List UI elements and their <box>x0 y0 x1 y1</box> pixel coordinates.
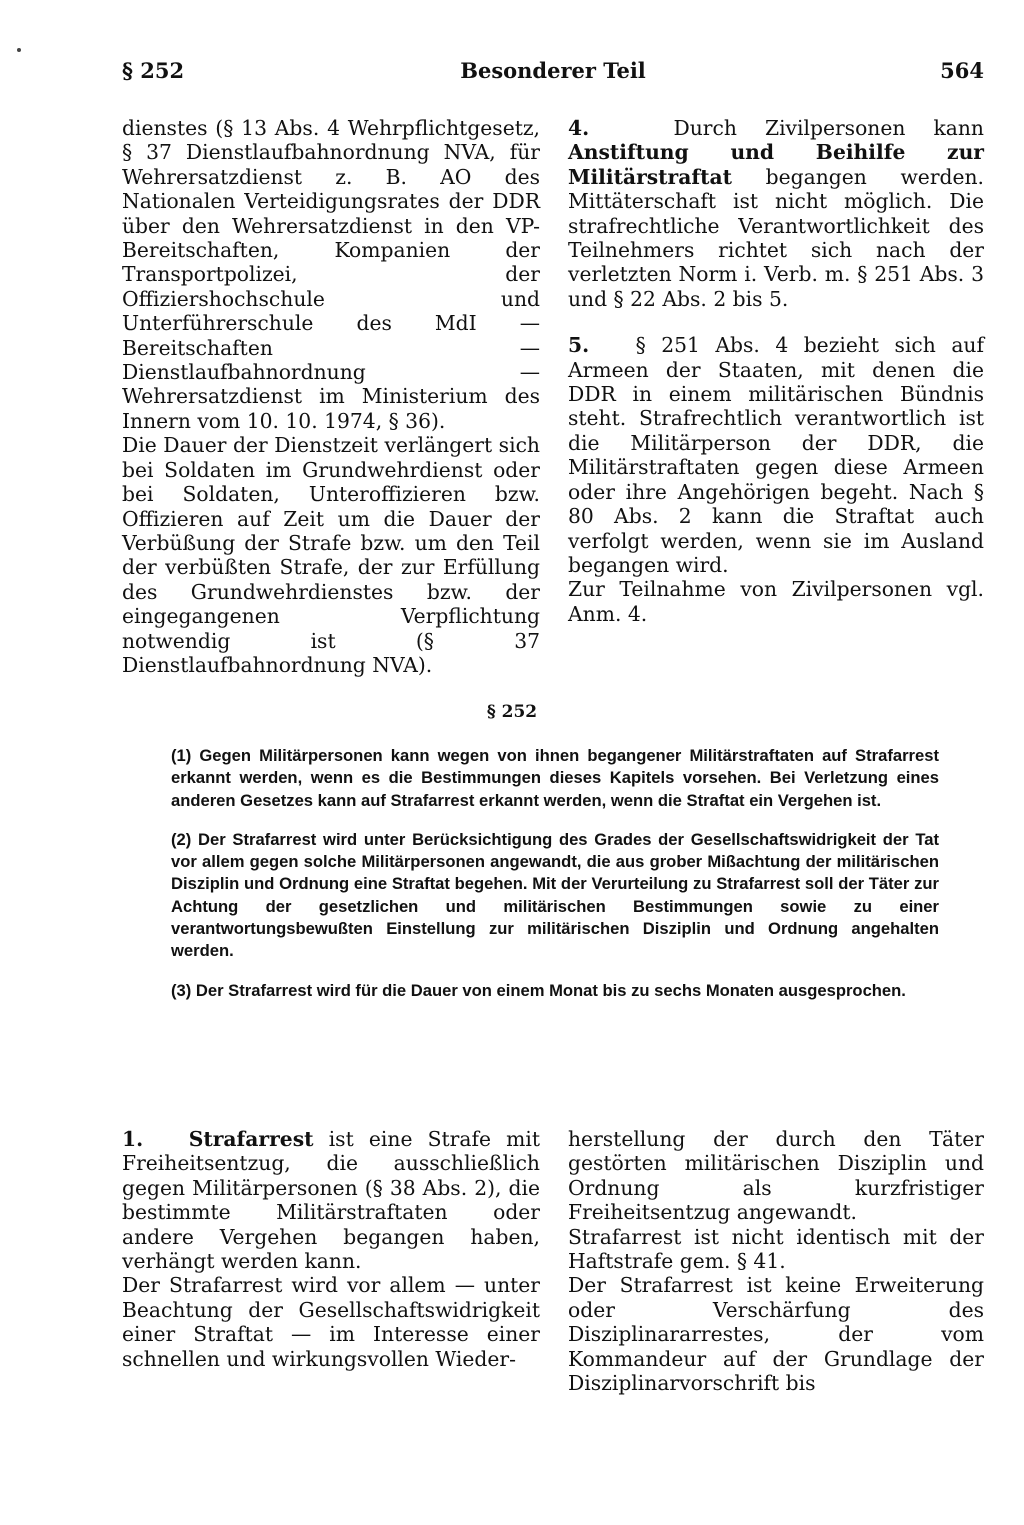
column-bottom-right <box>568 1127 984 1395</box>
header-title: Besonderer Teil <box>460 58 646 83</box>
scan-speck <box>17 48 21 52</box>
statute-text <box>171 745 939 1019</box>
annotation-keyword: Anstiftung und Beihilfe zur Militärstraftat <box>568 140 984 189</box>
paragraph: Zur Teilnahme von Zivilpersonen vgl. Anm. 4. <box>568 577 984 626</box>
paragraph: Die Dauer der Dienstzeit verlängert sich bei Soldaten im Grundwehrdienst oder bei Soldaten, Unteroffizieren bzw. Offizieren auf Zeit um die Dauer der Verbüßung der Strafe bzw. um den Teil der verbüßten Strafe, der zur Erfüllung des Grundwehrdienstes bzw. der eingegangenen Verpflichtung notwendig ist (§ 37 Dienstlaufbahnordnung NVA). <box>122 433 540 677</box>
annotation-number: 5. <box>568 333 590 358</box>
annotation-keyword: Strafarrest <box>188 1127 314 1151</box>
page-header <box>122 58 984 92</box>
paragraph: Strafarrest ist nicht identisch mit der Haftstrafe gem. § 41. <box>568 1224 984 1274</box>
annotation-text: Durch Zivilpersonen kann <box>673 116 984 140</box>
statute-paragraph: (1) Gegen Militärpersonen kann wegen von ihnen begangener Militärstraftaten auf Strafarrest erkannt werden, wenn es die Bestimmungen dieses Kapitels vorsehen. Bei Verletzung eines anderen Gesetzes kann auf Strafarrest erkannt werden, wenn die Straftat ein Vergehen ist. <box>171 746 939 810</box>
annotation-5 <box>568 333 984 577</box>
statute-paragraph: (2) Der Strafarrest wird unter Berücksichtigung des Grades der Gesellschaftswidrigkeit der Tat vor allem gegen solche Militärpersonen angewandt, die aus grober Mißachtung der militärischen Disziplin und Ordnung eine Straftat begehen. Mit der Verurteilung zu Strafarrest soll der Täter zur Achtung der gesetzlichen und militärischen Bestimmungen sowie zu einer verantwortungsbewußten Einstellung zur militärischen Disziplin und Ordnung angehalten werden. <box>171 829 939 961</box>
column-top-left <box>122 116 540 677</box>
annotation-number: 4. <box>568 116 590 140</box>
page-number: 564 <box>940 58 984 83</box>
section-title: § 252 <box>486 702 538 722</box>
annotation-number: 1. <box>122 1127 144 1151</box>
paragraph: Der Strafarrest wird vor allem — unter Beachtung der Gesellschaftswidrigkeit einer Straftat — im Interesse einer schnellen und wirkungsvollen Wieder- <box>122 1273 540 1371</box>
annotation-text: begangen werden. Mittäterschaft ist nicht möglich. Die strafrechtliche Verantwortlichkeit des Teilnehmers richtet sich nach der verletzten Norm i. Verb. m. § 251 Abs. 3 und § 22 Abs. 2 bis 5. <box>568 164 985 311</box>
annotation-text: ist eine Strafe mit Freiheitsentzug, die ausschließlich gegen Militärpersonen (§ 38 Abs. 2), die bestimmte Militärstraftaten oder andere Vergehen begangen haben, verhängt werden kann. <box>122 1127 541 1274</box>
annotation-4 <box>568 116 984 311</box>
header-section-ref: § 252 <box>122 58 185 83</box>
statute-paragraph: (3) Der Strafarrest wird für die Dauer von einem Monat bis zu sechs Monaten ausgesprochen. <box>171 980 906 1000</box>
annotation-1 <box>122 1127 540 1273</box>
paragraph: Der Strafarrest ist keine Erweiterung oder Verschärfung des Disziplinararrestes, der vom Kommandeur auf der Grundlage der Disziplinarvorschrift bis <box>568 1273 984 1396</box>
paragraph: dienstes (§ 13 Abs. 4 Wehrpflichtgesetz, § 37 Dienstlaufbahnordnung NVA, für Wehrersatzdienst z. B. AO des Nationalen Verteidigungsrates der DDR über den Wehrersatzdienst in den VP-Bereitschaften, Kompanien der Transportpolizei, der Offiziershochschule und Unterführerschule des MdI — Bereitschaften — Dienstlaufbahnordnung — Wehrersatzdienst im Ministerium des Innern vom 10. 10. 1974, § 36). <box>122 116 540 433</box>
paragraph: herstellung der durch den Täter gestörten militärischen Disziplin und Ordnung als kurzfristiger Freiheitsentzug angewandt. <box>568 1127 984 1225</box>
column-top-right <box>568 116 984 626</box>
annotation-text: § 251 Abs. 4 bezieht sich auf Armeen der Staaten, mit denen die DDR in einem militärischen Bündnis steht. Strafrechtlich verantwortlich ist die Militärperson der DDR, die Militärstraftaten gegen diese Armeen oder ihre Angehörigen begeht. Nach § 80 Abs. 2 kann die Straftat auch verfolgt werden, wenn sie im Ausland begangen wird. <box>568 333 984 577</box>
column-bottom-left <box>122 1127 540 1371</box>
